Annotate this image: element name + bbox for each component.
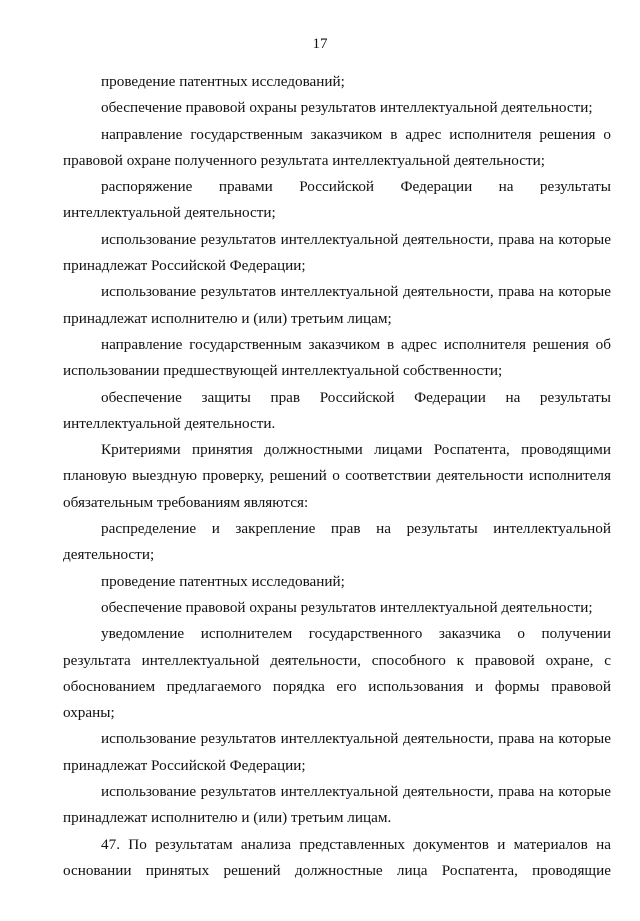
paragraph: использование результатов интеллектуальной деятельности, права на которые принадлежат Российской Федерации; [63, 230, 611, 275]
paragraph: обеспечение правовой охраны результатов интеллектуальной деятельности; [101, 99, 593, 117]
paragraph: использование результатов интеллектуальной деятельности, права на которые принадлежат исполнителю и (или) третьим лицам; [63, 283, 611, 327]
paragraph: распределение и закрепление прав на результаты интеллектуальной деятельности; [63, 520, 611, 564]
paragraph: уведомление исполнителем государственного заказчика о получении результата интеллектуальной деятельности, способного к правовой охране, с обоснованием предлагаемого порядка его использования и формы правовой охраны; [63, 625, 611, 722]
paragraph: проведение патентных исследований; [101, 572, 345, 590]
paragraph: обеспечение правовой охраны результатов интеллектуальной деятельности; [101, 598, 593, 616]
document-body [63, 69, 611, 884]
paragraph: Критериями принятия должностными лицами Роспатента, проводящими плановую выездную проверку, решений о соответствии деятельности исполнителя обязательным требованиям являются: [63, 441, 611, 511]
paragraph: проведение патентных исследований; [101, 73, 345, 90]
paragraph: 47. По результатам анализа представленных документов и материалов на основании принятых решений должностные лица Роспатента, проводящие [63, 835, 611, 879]
paragraph: распоряжение правами Российской Федерации на результаты интеллектуальной деятельности; [63, 178, 611, 222]
page-number: 17 [312, 36, 328, 52]
paragraph: направление государственным заказчиком в адрес исполнителя решения о правовой охране полученного результата интеллектуальной деятельности; [63, 125, 611, 169]
paragraph: направление государственным заказчиком в адрес исполнителя решения об использовании предшествующей интеллектуальной собственности; [63, 335, 611, 380]
paragraph: использование результатов интеллектуальной деятельности, права на которые принадлежат Российской Федерации; [63, 730, 611, 774]
paragraph: использование результатов интеллектуальной деятельности, права на которые принадлежат исполнителю и (или) третьим лицам. [63, 783, 611, 827]
paragraph: обеспечение защиты прав Российской Федерации на результаты интеллектуальной деятельности. [63, 388, 611, 432]
